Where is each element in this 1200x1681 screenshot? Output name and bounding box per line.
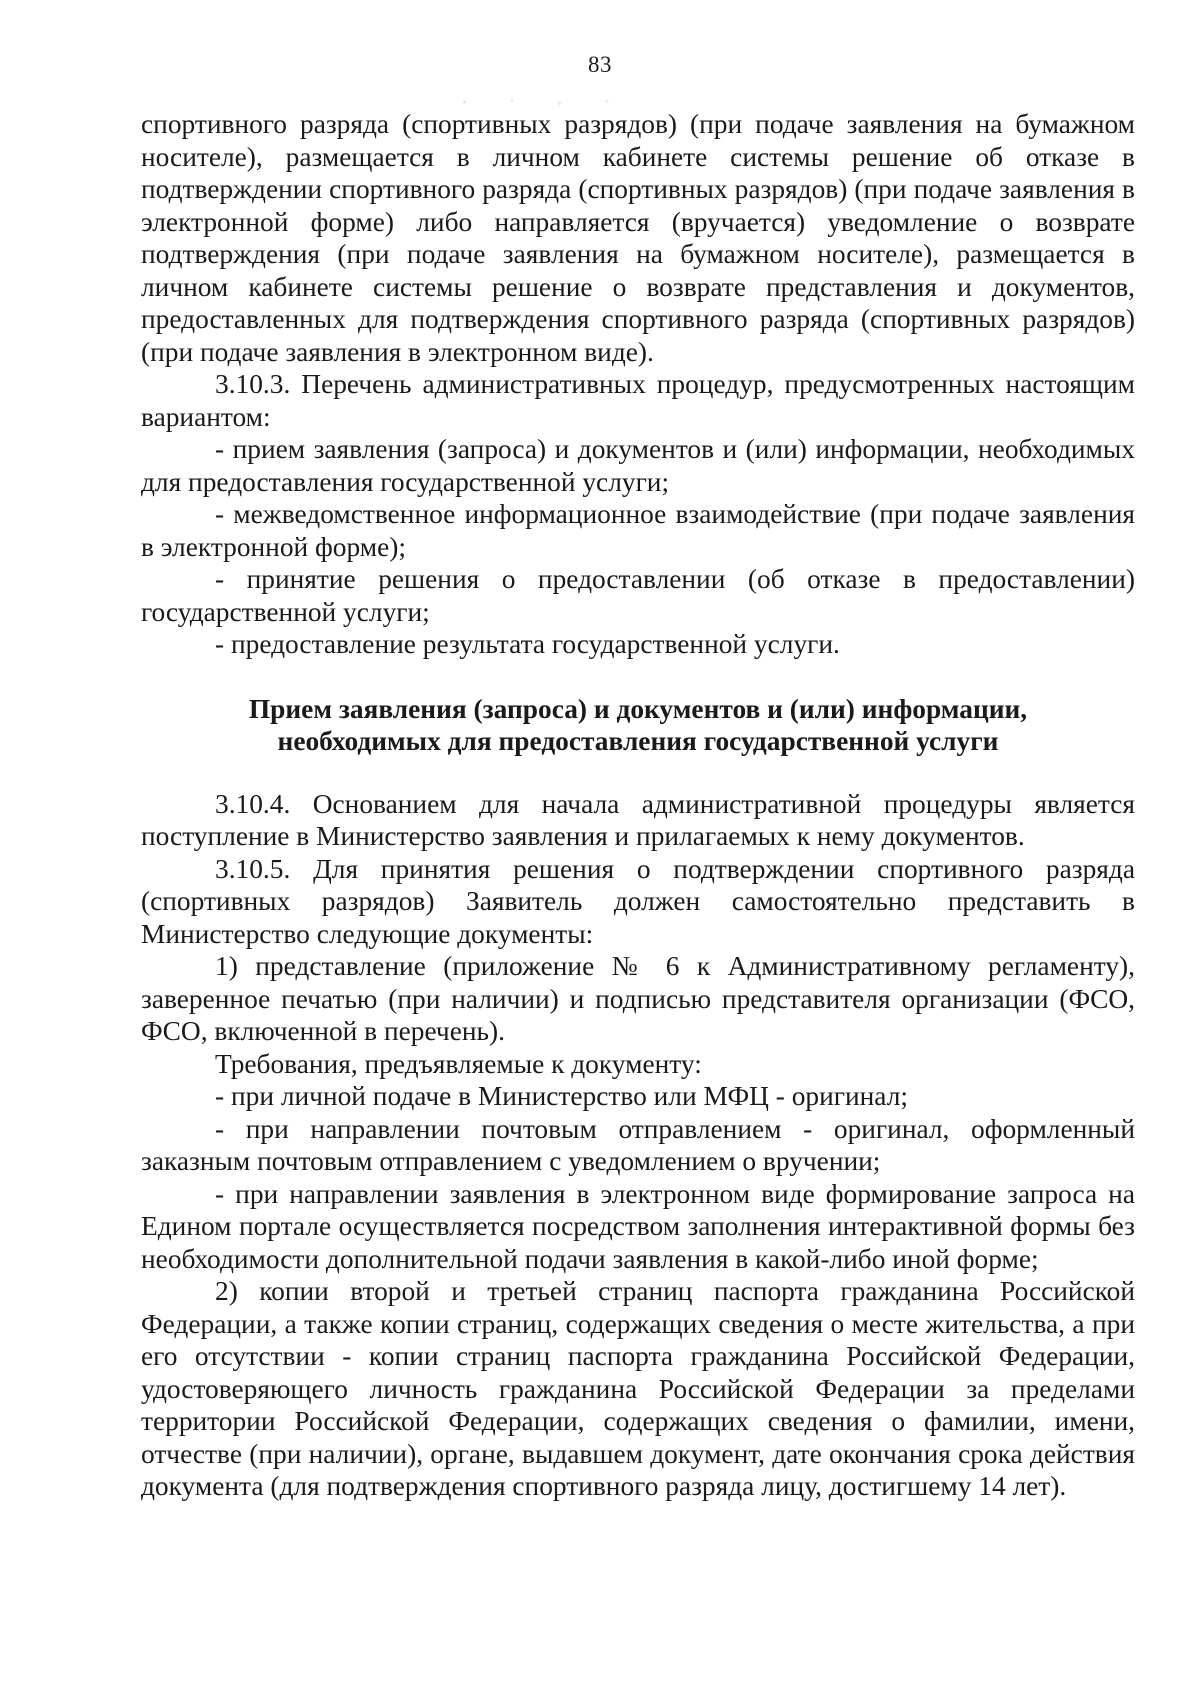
requirement-electronic: - при направлении заявления в электронном виде формирование запроса на Едином портале осуществляется посредством заполнения интерактивной формы без необходимости дополнительной подачи заявления в какой-либо иной форме; (141, 1178, 1135, 1274)
list-item-decision: - принятие решения о предоставлении (об отказе в предоставлении) государственной услуги; (141, 564, 1135, 627)
list-item-2-passport: 2) копии второй и третьей страниц паспорта гражданина Российской Федерации, а также копии страниц, содержащих сведения о месте жительства, а при его отсутствии - копии страниц паспорта гражданина Российской Федерации, удостоверяющего личность гражданина Российской Федерации за пределами территории Российской Федерации, содержащих сведения о фамилии, имени, отчестве (при наличии), органе, выдавшем документ, дате окончания срока действия документа (для подтверждения спортивного разряда лицу, достигшему 14 лет). (141, 1276, 1135, 1501)
paragraph-3-10-5: 3.10.5. Для принятия решения о подтверждении спортивного разряда (спортивных разрядов) Заявитель должен самостоятельно представить в Министерство следующие документы: (141, 853, 1135, 949)
section-heading (141, 693, 1135, 758)
paragraph-requirements: Требования, предъявляемые к документу: (215, 1048, 702, 1079)
paragraph-continuation: спортивного разряда (спортивных разрядов) (при подаче заявления на бумажном носителе), размещается в личном кабинете системы решение об отказе в подтверждении спортивного разряда (спортивных разрядов) (при подаче заявления в электронной форме) либо направляется (вручается) уведомление о возврате подтверждения (при подаче заявления на бумажном носителе), размещается в личном кабинете системы решение о возврате представления и документов, предоставленных для подтверждения спортивного разряда (спортивных разрядов) (при подаче заявления в электронном виде). (141, 109, 1135, 367)
paragraph-3-10-3: 3.10.3. Перечень административных процедур, предусмотренных настоящим вариантом: (141, 369, 1135, 432)
scan-artifact (455, 95, 645, 109)
section-heading-line-1: Прием заявления (запроса) и документов и (или) информации, (248, 693, 1028, 724)
section-heading-line-2: необходимых для предоставления государственной услуги (277, 726, 999, 756)
list-item-1-representation: 1) представление (приложение № 6 к Административному регламенту), заверенное печатью (при наличии) и подписью представителя организации (ФСО, ФСО, включенной в перечень). (141, 951, 1135, 1046)
requirement-postal: - при направлении почтовым отправлением - оригинал, оформленный заказным почтовым отправлением с уведомлением о вручении; (141, 1113, 1135, 1176)
list-item-result: - предоставление результата государственной услуги. (215, 629, 840, 659)
page-number: 83 (588, 52, 612, 77)
document-body (141, 108, 1135, 1503)
list-item-reception: - прием заявления (запроса) и документов и (или) информации, необходимых для предоставления государственной услуги; (141, 434, 1135, 497)
list-item-interagency: - межведомственное информационное взаимодействие (при подаче заявления в электронной форме); (141, 499, 1135, 562)
requirement-personal: - при личной подаче в Министерство или МФЦ - оригинал; (215, 1081, 908, 1111)
paragraph-3-10-4: 3.10.4. Основанием для начала административной процедуры является поступление в Министерство заявления и прилагаемых к нему документов. (141, 788, 1135, 851)
